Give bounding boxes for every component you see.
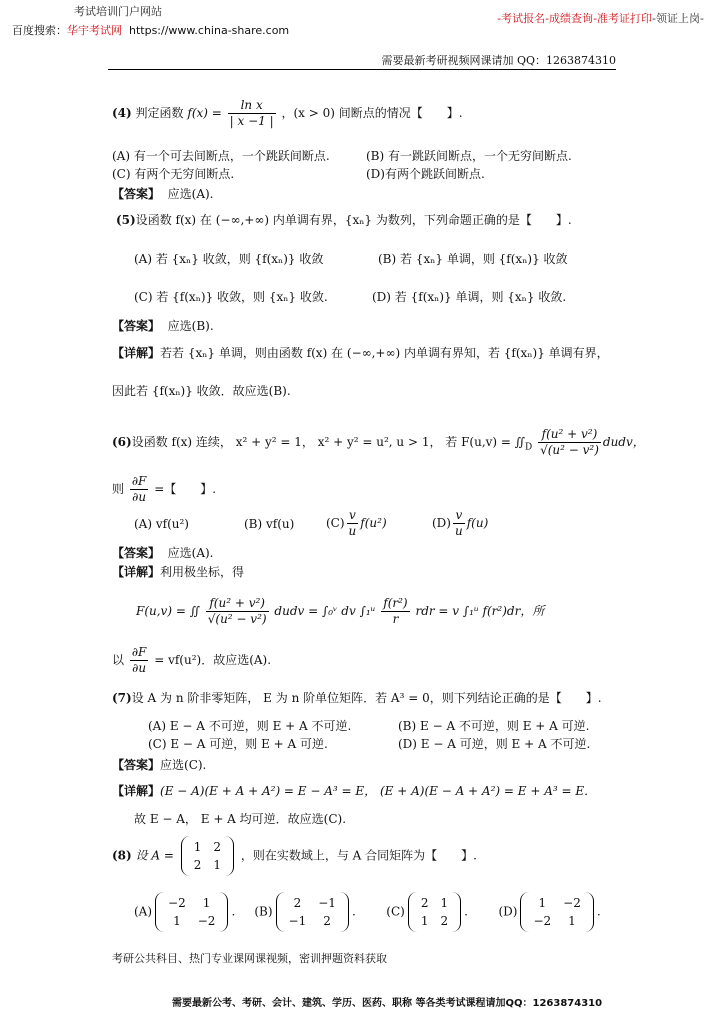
matrix-cell: 1 bbox=[568, 914, 576, 928]
q6-opt-d-frac bbox=[453, 508, 465, 539]
q7-detail2: 故 E − A， E + A 均可逆．故应选(C). bbox=[134, 812, 347, 826]
q4-stem bbox=[112, 98, 463, 129]
q6-opt-a: (A) vf(u²) bbox=[134, 517, 189, 531]
q4-opt-c: (C) 有两个无穷间断点. bbox=[112, 167, 235, 181]
header-links bbox=[497, 10, 704, 26]
q6-concl-den: ∂u bbox=[130, 660, 149, 676]
q4-label: (4) bbox=[112, 106, 132, 120]
q6-eq-right: rdr = v ∫₁ᵘ f(r²)dr，所 bbox=[415, 604, 545, 618]
q8-matrix-a bbox=[181, 836, 234, 876]
matrix-cell: −1 bbox=[318, 896, 336, 910]
q5-detail-tag: 【详解】 bbox=[112, 346, 161, 360]
q8-stem-pre: 设 A = bbox=[135, 848, 174, 863]
q6-dden: ∂u bbox=[130, 489, 149, 505]
header-rule bbox=[108, 69, 616, 70]
q6-eq-num2: f(r²) bbox=[383, 596, 408, 610]
q7-detail bbox=[112, 783, 596, 799]
q4-num: ln x bbox=[240, 98, 263, 112]
matrix-cell: −2 bbox=[168, 896, 186, 910]
q6-opt-c-expr: f(u²) bbox=[360, 516, 387, 530]
site-header bbox=[12, 2, 289, 40]
q6-opt-c-frac bbox=[347, 508, 359, 539]
q6-eq-mid: dudv = ∫₀ᵛ dv ∫₁ᵘ bbox=[274, 604, 376, 618]
q6-opt-d bbox=[432, 508, 488, 539]
footer-note: 考研公共科目、热门专业课网课视频，密训押题资料获取 bbox=[112, 952, 387, 965]
matrix-cell: 1 bbox=[173, 914, 181, 928]
q8-sep: . bbox=[351, 904, 356, 919]
q7-opt-c: (C) E − A 可逆，则 E + A 可逆. bbox=[148, 737, 328, 751]
q6-stem-text: 设函数 f(x) 连续， x² + y² = 1， x² + y² = u², u > 1， 若 F(u,v) = ∬ bbox=[131, 435, 526, 449]
matrix-cell: 2 bbox=[440, 914, 449, 928]
matrix-cell: −2 bbox=[533, 914, 552, 928]
matrix-cell: 1 bbox=[440, 896, 449, 910]
q6-int-tail: dudv， bbox=[602, 435, 645, 449]
q8-sep: . bbox=[231, 904, 236, 919]
matrix-cell: 1 bbox=[213, 858, 222, 872]
matrix-cell: 1 bbox=[202, 896, 211, 910]
q5-opt-c: (C) 若 {f(xₙ)} 收敛，则 {xₙ} 收敛. bbox=[134, 290, 328, 304]
link-score[interactable]: -成绩查询 bbox=[545, 12, 594, 25]
q6-answer-tag: 【答案】 bbox=[112, 546, 161, 560]
q6-then bbox=[112, 474, 216, 505]
link-certificate[interactable]: -领证上岗- bbox=[652, 12, 704, 25]
search-prefix: 百度搜索： bbox=[12, 24, 67, 37]
matrix-cell: 2 bbox=[213, 840, 222, 854]
matrix-cell: 1 bbox=[193, 840, 202, 854]
q7-answer-text: 应选(C). bbox=[160, 758, 207, 772]
q8-opt-c-label: (C) bbox=[386, 904, 405, 919]
q8-opt-b-matrix bbox=[276, 892, 349, 932]
q6-opt-d-label: (D) bbox=[432, 516, 451, 530]
q6-opt-d-expr: f(u) bbox=[466, 516, 489, 530]
q4-fx: f(x) = bbox=[187, 106, 222, 120]
matrix-cell: 1 bbox=[538, 896, 547, 910]
q6-detail-text: 利用极坐标，得 bbox=[160, 565, 245, 579]
q6-opt-c bbox=[326, 508, 387, 539]
q5-answer bbox=[112, 318, 214, 334]
q4-opt-d: (D)有两个跳跃间断点. bbox=[366, 167, 485, 181]
q4-opt-a: (A) 有一个可去间断点，一个跳跃间断点. bbox=[112, 149, 330, 163]
q6-then-pre: 则 bbox=[112, 482, 125, 496]
brand-link[interactable]: 华宇考试网 bbox=[67, 24, 122, 37]
q4-den: | x −1 | bbox=[229, 114, 274, 128]
q7-answer bbox=[112, 757, 206, 773]
q6-answer bbox=[112, 545, 214, 561]
q5-opt-b: (B) 若 {xₙ} 单调，则 {f(xₙ)} 收敛 bbox=[378, 252, 568, 266]
q8-stem bbox=[112, 836, 477, 876]
q4-answer-text: 应选(A). bbox=[167, 187, 214, 201]
q6-partial bbox=[130, 474, 149, 505]
q8-sep: . bbox=[596, 904, 601, 919]
q6-concl-frac bbox=[130, 645, 149, 676]
q4-answer-tag: 【答案】 bbox=[112, 187, 161, 201]
q8-opt-d-label: (D) bbox=[498, 904, 518, 919]
q6-int-sub: D bbox=[525, 442, 533, 453]
matrix-cell: 2 bbox=[420, 896, 429, 910]
matrix-cell: −2 bbox=[197, 914, 216, 928]
matrix-cell: −1 bbox=[288, 914, 307, 928]
q6-opt-d-num: v bbox=[455, 508, 463, 522]
q8-opt-a-label: (A) bbox=[134, 904, 153, 919]
search-line bbox=[12, 21, 289, 40]
q6-opt-c-num: v bbox=[349, 508, 356, 522]
link-register[interactable]: -考试报名 bbox=[497, 12, 546, 25]
q8-options bbox=[134, 892, 601, 932]
q6-answer-text: 应选(A). bbox=[167, 546, 214, 560]
q5-label: (5) bbox=[116, 213, 136, 227]
q7-opt-a: (A) E − A 不可逆，则 E + A 不可逆. bbox=[148, 719, 352, 733]
q6-opt-d-den: u bbox=[454, 524, 463, 538]
q7-opt-b: (B) E − A 不可逆，则 E + A 可逆. bbox=[398, 719, 590, 733]
site-url[interactable]: https://www.china-share.com bbox=[129, 24, 290, 37]
q6-eq-frac1 bbox=[206, 596, 269, 627]
q8-sep: . bbox=[464, 904, 468, 919]
q4-answer bbox=[112, 186, 214, 202]
q6-concl-pre: 以 bbox=[112, 653, 125, 667]
matrix-cell: 2 bbox=[293, 896, 302, 910]
q4-opt-b: (B) 有一跳跃间断点，一个无穷间断点. bbox=[366, 149, 572, 163]
matrix-cell: −2 bbox=[563, 896, 581, 910]
q8-opt-d-matrix bbox=[520, 892, 593, 932]
matrix-cell: 2 bbox=[323, 914, 331, 928]
q6-eq-num1: f(u² + v²) bbox=[209, 596, 265, 610]
link-admission-ticket[interactable]: -准考证打印 bbox=[593, 12, 653, 25]
q5-answer-tag: 【答案】 bbox=[112, 319, 161, 333]
q5-detail-line1 bbox=[112, 345, 609, 361]
q7-answer-tag: 【答案】 bbox=[112, 758, 161, 772]
q8-opt-b-label: (B) bbox=[254, 904, 273, 919]
q5-detail1: 若若 {xₙ} 单调，则由函数 f(x) 在 (−∞,+∞) 内单调有界知，若 {f(xₙ)} 单调有界， bbox=[160, 346, 609, 360]
q6-then-post: =【 】. bbox=[154, 482, 217, 496]
q6-int-fraction bbox=[538, 427, 601, 458]
q6-opt-b: (B) vf(u) bbox=[244, 517, 295, 531]
q4-stem-pre: 判定函数 bbox=[135, 106, 184, 120]
site-title: 考试培训门户网站 bbox=[74, 5, 162, 18]
q6-int-den: √(u² − v²) bbox=[540, 443, 599, 457]
q8-label: (8) bbox=[112, 848, 132, 863]
q5-detail-line2: 因此若 {f(xₙ)} 收敛．故应选(B). bbox=[112, 384, 291, 398]
q7-stem bbox=[112, 690, 602, 706]
q6-opt-c-den: u bbox=[348, 524, 357, 538]
q5-stem-text: 设函数 f(x) 在 (−∞,+∞) 内单调有界，{xₙ} 为数列，下列命题正确的是【 】. bbox=[135, 213, 572, 227]
q6-dnum: ∂F bbox=[131, 474, 147, 488]
footer-bottom: 需要最新公考、考研、会计、建筑、学历、医药、职称 等各类考试课程请加QQ：1263874310 bbox=[172, 998, 603, 1009]
q4-fraction bbox=[228, 98, 276, 129]
q6-concl-num: ∂F bbox=[131, 645, 147, 659]
q6-eq-frac2 bbox=[381, 596, 409, 627]
q5-stem bbox=[116, 212, 572, 228]
q6-detail-tag: 【详解】 bbox=[112, 565, 161, 579]
q5-opt-d: (D) 若 {f(xₙ)} 单调，则 {xₙ} 收敛. bbox=[372, 290, 567, 304]
q6-concl-post: = vf(u²)．故应选(A). bbox=[154, 653, 272, 667]
q7-opt-d: (D) E − A 可逆，则 E + A 不可逆. bbox=[398, 737, 591, 751]
q6-opt-c-label: (C) bbox=[326, 516, 345, 530]
q6-detail bbox=[112, 564, 244, 580]
q6-eq-left: F(u,v) = ∬ bbox=[136, 604, 200, 618]
q6-stem bbox=[112, 427, 645, 458]
q7-detail-tag: 【详解】 bbox=[112, 784, 161, 798]
q5-answer-text: 应选(B). bbox=[167, 319, 214, 333]
q8-opt-c-matrix bbox=[408, 892, 461, 932]
q8-opt-a-matrix bbox=[155, 892, 228, 932]
q8-stem-post: ，则在实数域上，与 A 合同矩阵为【 】. bbox=[240, 848, 477, 863]
q4-cond: ，(x > 0) 间断点的情况【 】. bbox=[281, 106, 463, 120]
q5-opt-a: (A) 若 {xₙ} 收敛，则 {f(xₙ)} 收敛 bbox=[134, 252, 324, 266]
q6-equation bbox=[136, 596, 544, 627]
q7-detail1: (E − A)(E + A + A²) = E − A³ = E， (E + A)(E − A + A²) = E + A³ = E． bbox=[160, 784, 597, 798]
matrix-cell: 1 bbox=[420, 914, 429, 928]
qq-notice: 需要最新考研视频网课请加 QQ：1263874310 bbox=[381, 54, 616, 67]
q7-stem-text: 设 A 为 n 阶非零矩阵， E 为 n 阶单位矩阵．若 A³ = 0，则下列结论正确的是【 】. bbox=[131, 691, 602, 705]
matrix-cell: 2 bbox=[193, 858, 202, 872]
q6-conclusion bbox=[112, 645, 271, 676]
q7-label: (7) bbox=[112, 691, 132, 705]
q6-int-num: f(u² + v²) bbox=[541, 427, 598, 441]
q6-eq-den2: r bbox=[381, 611, 409, 627]
q6-eq-den1: √(u² − v²) bbox=[207, 612, 267, 626]
q6-label: (6) bbox=[112, 435, 132, 449]
